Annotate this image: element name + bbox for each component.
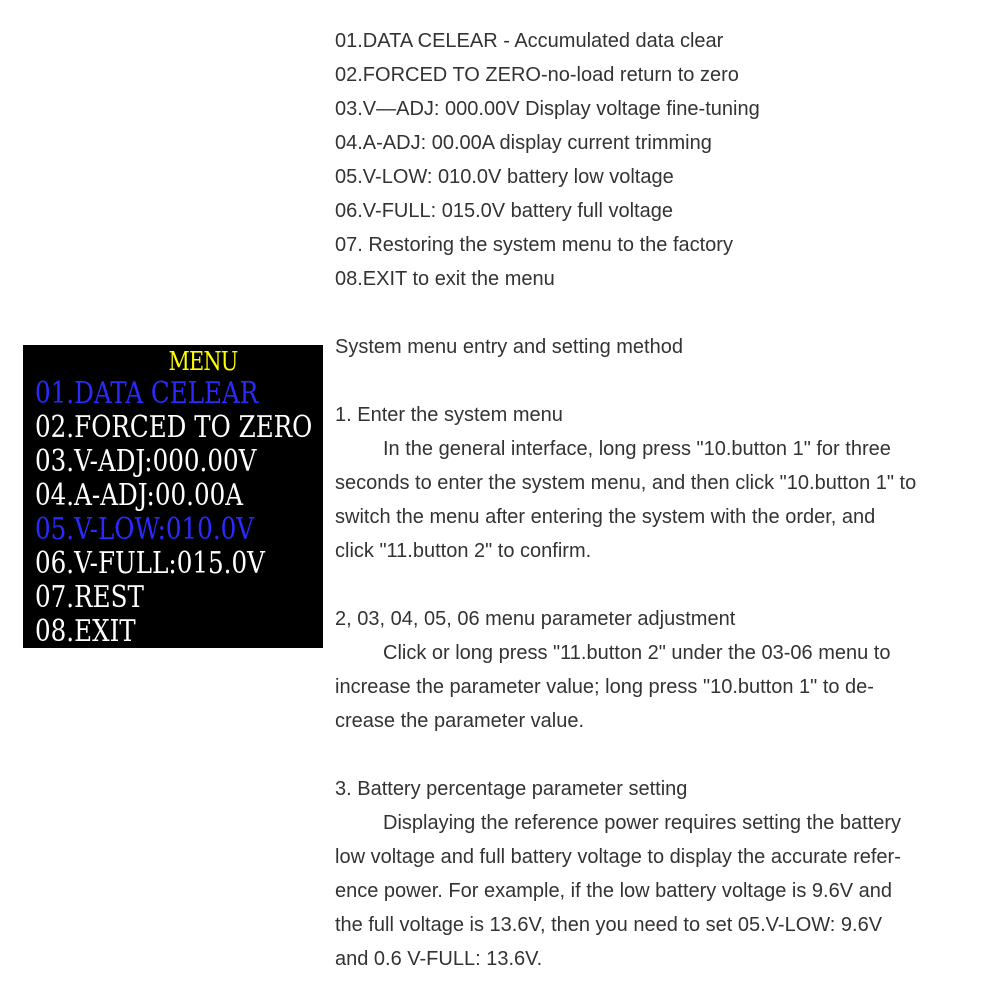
section-1-line: In the general interface, long press "10.button 1" for three <box>383 438 891 460</box>
lcd-menu-screen <box>23 345 323 648</box>
list-item: 01.DATA CELEAR - Accumulated data clear <box>335 30 724 52</box>
list-item: 04.A-ADJ: 00.00A display current trimming <box>335 132 712 154</box>
section-3-line: ence power. For example, if the low battery voltage is 9.6V and <box>335 880 892 902</box>
lcd-menu-item-forced-zero: 02.FORCED TO ZERO <box>35 410 313 445</box>
lcd-menu-item-a-adj: 04.A-ADJ:00.00A <box>35 478 244 513</box>
lcd-menu-item-v-low: 05.V-LOW:010.0V <box>35 512 255 547</box>
section-3-line: and 0.6 V-FULL: 13.6V. <box>335 948 543 970</box>
section-1-line: switch the menu after entering the system with the order, and <box>335 506 876 528</box>
list-item: 06.V-FULL: 015.0V battery full voltage <box>335 200 673 222</box>
list-item: 03.V—ADJ: 000.00V Display voltage fine-tuning <box>335 98 760 120</box>
instructions-column <box>335 24 980 976</box>
lcd-menu-item-data-clear: 01.DATA CELEAR <box>35 376 259 411</box>
spacer <box>335 296 980 330</box>
section-2-heading: 2, 03, 04, 05, 06 menu parameter adjustment <box>335 608 736 630</box>
section-1-line: click "11.button 2" to confirm. <box>335 540 592 562</box>
section-1-line: seconds to enter the system menu, and then click "10.button 1" to <box>335 472 917 494</box>
lcd-menu-item-v-adj: 03.V-ADJ:000.00V <box>35 444 257 479</box>
section-1-heading: 1. Enter the system menu <box>335 404 563 426</box>
section-3-line: Displaying the reference power requires setting the battery <box>383 812 902 834</box>
section-3-line: the full voltage is 13.6V, then you need to set 05.V-LOW: 9.6V <box>335 914 883 936</box>
lcd-menu-item-rest: 07.REST <box>35 580 144 615</box>
list-item: 05.V-LOW: 010.0V battery low voltage <box>335 166 674 188</box>
method-title: System menu entry and setting method <box>335 336 683 358</box>
list-item: 08.EXIT to exit the menu <box>335 268 555 290</box>
spacer <box>335 364 980 398</box>
section-2-line: Click or long press "11.button 2" under the 03-06 menu to <box>383 642 891 664</box>
lcd-menu-item-exit: 08.EXIT <box>35 614 136 648</box>
section-2-line: increase the parameter value; long press "10.button 1" to de- <box>335 676 874 698</box>
section-3-line: low voltage and full battery voltage to display the accurate refer- <box>335 846 901 868</box>
list-item: 02.FORCED TO ZERO-no-load return to zero <box>335 64 739 86</box>
lcd-menu-title: MENU <box>168 347 238 377</box>
section-3-heading: 3. Battery percentage parameter setting <box>335 778 688 800</box>
spacer <box>335 738 980 772</box>
list-item: 07. Restoring the system menu to the factory <box>335 234 733 256</box>
spacer <box>335 568 980 602</box>
lcd-menu-item-v-full: 06.V-FULL:015.0V <box>35 546 265 581</box>
section-2-line: crease the parameter value. <box>335 710 585 732</box>
